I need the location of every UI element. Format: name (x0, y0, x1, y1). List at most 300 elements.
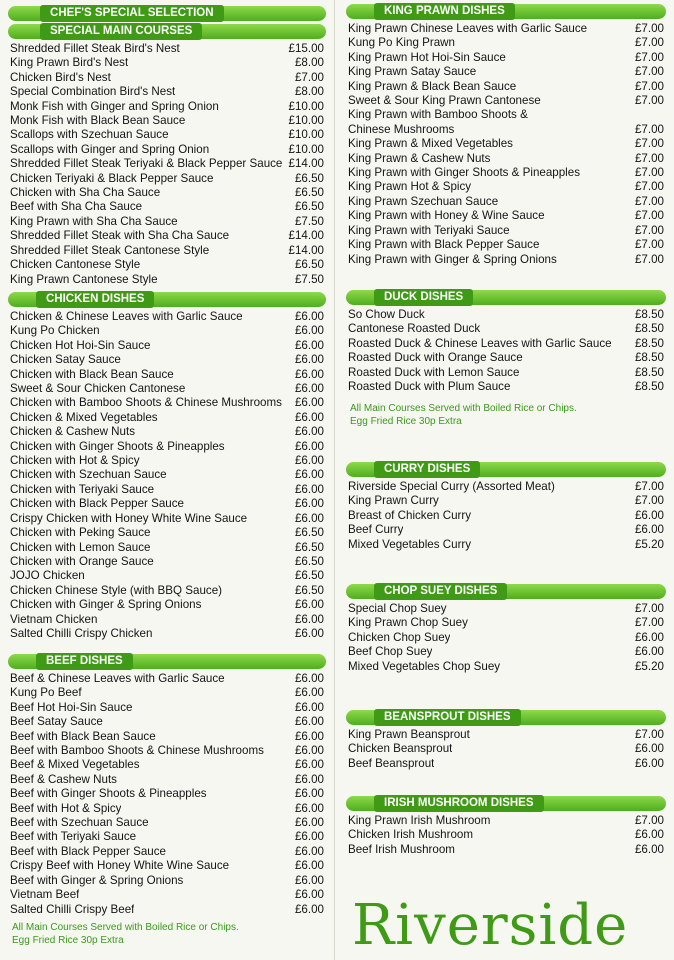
menu-item-name: Roasted Duck with Plum Sauce (348, 380, 511, 394)
menu-item-name: Special Chop Suey (348, 602, 447, 615)
curry-title: CURRY DISHES (374, 461, 480, 478)
menu-item-name: Shredded Fillet Steak Teriyaki & Black Pepper Sauce (10, 157, 283, 171)
menu-item-name: Chicken & Mixed Vegetables (10, 410, 158, 424)
curry-section (346, 462, 666, 552)
menu-item (348, 36, 664, 50)
menu-item-name: Chicken Bird's Nest (10, 70, 111, 84)
menu-item-price: £7.00 (634, 65, 664, 79)
menu-item (10, 172, 324, 186)
menu-item-name: Beef with Hot & Spicy (10, 801, 122, 815)
menu-item (10, 773, 324, 787)
menu-item-price: £7.00 (634, 79, 664, 93)
menu-item (10, 598, 324, 612)
chop-suey-banner (346, 584, 666, 599)
riverside-logo: Riverside (352, 893, 629, 958)
menu-item-name: Beef with Black Bean Sauce (10, 729, 156, 743)
menu-item (10, 802, 324, 816)
duck-note-line1: All Main Courses Served with Boiled Rice or Chips. (350, 403, 577, 415)
menu-item-name: Roasted Duck with Lemon Sauce (348, 365, 520, 379)
menu-item-price: £7.00 (634, 180, 664, 194)
menu-item-name: Special Combination Bird's Nest (10, 85, 176, 99)
menu-item-name: King Prawn with Bamboo Shoots & (348, 108, 528, 122)
menu-item-price: £10.00 (288, 142, 324, 156)
menu-item (348, 728, 664, 742)
menu-item-price: £8.50 (634, 322, 664, 336)
menu-item-name: Chicken with Bamboo Shoots & Chinese Mushrooms (10, 396, 282, 410)
menu-item-price: £8.00 (294, 56, 324, 70)
menu-item (10, 100, 324, 114)
menu-item-name: Chicken Cantonese Style (10, 258, 141, 272)
menu-item-name: King Prawn Hot Hoi-Sin Sauce (348, 50, 506, 64)
irish-mushroom-list (346, 814, 666, 857)
chicken-title: CHICKEN DISHES (36, 291, 154, 308)
menu-item-price: £7.00 (634, 137, 664, 151)
menu-item-price: £7.00 (634, 238, 664, 252)
irish-mushroom-section (346, 796, 666, 857)
menu-item-name: Chicken Irish Mushroom (348, 828, 473, 842)
menu-item-name: King Prawn Chinese Leaves with Garlic Sauce (348, 22, 588, 35)
menu-item (10, 215, 324, 229)
chefs-special-list (8, 42, 326, 287)
menu-item (10, 244, 324, 258)
menu-item-name: Chicken with Hot & Spicy (10, 454, 140, 468)
menu-item-price: £5.20 (634, 537, 664, 551)
menu-item-price: £6.50 (294, 171, 324, 185)
menu-item (348, 152, 664, 166)
menu-item-price: £6.50 (294, 569, 324, 583)
menu-item (348, 322, 664, 336)
menu-item-price: £6.50 (294, 258, 324, 272)
menu-item-price: £7.00 (634, 814, 664, 827)
menu-item-price: £6.50 (294, 583, 324, 597)
chefs-special-banner (8, 6, 326, 21)
menu-item-name: Salted Chilli Crispy Chicken (10, 626, 153, 640)
menu-item-name: King Prawn Beansprout (348, 728, 470, 741)
menu-item-name: Crispy Beef with Honey White Wine Sauce (10, 859, 230, 873)
menu-item (348, 224, 664, 238)
menu-item-price: £6.00 (294, 801, 324, 815)
menu-item (10, 701, 324, 715)
menu-item-price: £6.00 (294, 310, 324, 323)
menu-item-price: £6.00 (294, 686, 324, 700)
menu-item-price: £6.00 (294, 715, 324, 729)
menu-item-name: Chicken with Black Pepper Sauce (10, 497, 184, 511)
menu-item-price: £7.00 (634, 223, 664, 237)
menu-item-name: Beef & Chinese Leaves with Garlic Sauce (10, 672, 225, 685)
menu-item-price: £7.00 (634, 50, 664, 64)
menu-item-name: Chicken Chop Suey (348, 630, 451, 644)
menu-item (10, 526, 324, 540)
menu-item (10, 715, 324, 729)
menu-item-price: £8.50 (634, 351, 664, 365)
menu-item-name: Cantonese Roasted Duck (348, 322, 481, 336)
menu-item-name: Beef with Bamboo Shoots & Chinese Mushrooms (10, 744, 264, 758)
menu-item-price: £10.00 (288, 99, 324, 113)
menu-item (10, 425, 324, 439)
king-prawn-banner (346, 4, 666, 19)
menu-item (348, 380, 664, 394)
menu-item (10, 874, 324, 888)
menu-item (10, 157, 324, 171)
menu-item-price: £7.00 (634, 209, 664, 223)
menu-item (348, 814, 664, 828)
chop-suey-list (346, 602, 666, 674)
menu-item-name: Beef Satay Sauce (10, 715, 103, 729)
column-divider (334, 0, 335, 960)
menu-item (10, 353, 324, 367)
menu-item (10, 382, 324, 396)
menu-item-name: Shredded Fillet Steak with Sha Cha Sauce (10, 229, 230, 243)
menu-item-price: £6.00 (294, 626, 324, 640)
menu-item (10, 627, 324, 641)
menu-item (10, 42, 324, 56)
menu-item (348, 253, 664, 267)
menu-item-name: So Chow Duck (348, 308, 425, 321)
menu-item-price: £14.00 (288, 157, 324, 171)
beef-section (8, 654, 326, 947)
special-main-courses-banner (8, 24, 326, 39)
menu-item (348, 209, 664, 223)
duck-section (346, 290, 666, 428)
menu-item-price: £7.00 (634, 194, 664, 208)
menu-item-price: £14.00 (288, 243, 324, 257)
menu-item-price: £8.50 (634, 380, 664, 394)
menu-item-name: Beef Beansprout (348, 756, 435, 770)
menu-item (10, 816, 324, 830)
menu-item-price: £6.00 (294, 367, 324, 381)
menu-item-price: £8.00 (294, 85, 324, 99)
menu-item (348, 351, 664, 365)
menu-item (348, 843, 664, 857)
menu-item (10, 541, 324, 555)
menu-item (348, 645, 664, 659)
menu-item-price: £6.00 (294, 672, 324, 685)
menu-item-price: £6.00 (294, 888, 324, 902)
menu-item-price: £6.00 (294, 787, 324, 801)
menu-item-price: £6.00 (294, 511, 324, 525)
menu-item (10, 758, 324, 772)
menu-item (348, 616, 664, 630)
menu-item (348, 180, 664, 194)
menu-item-name: King Prawn Bird's Nest (10, 56, 129, 70)
menu-item (348, 108, 664, 122)
menu-item-name: Shredded Fillet Steak Cantonese Style (10, 243, 210, 257)
menu-item-price: £7.00 (634, 94, 664, 108)
menu-item-price: £6.00 (634, 742, 664, 756)
menu-item-name: Chicken & Chinese Leaves with Garlic Sauce (10, 310, 243, 323)
menu-item-name: Mixed Vegetables Chop Suey (348, 659, 501, 673)
menu-item (348, 337, 664, 351)
menu-item-name: Chicken with Teriyaki Sauce (10, 482, 155, 496)
beef-rice-note (8, 921, 326, 947)
menu-item (10, 730, 324, 744)
menu-item-name: King Prawn with Black Pepper Sauce (348, 238, 540, 252)
menu-item (10, 143, 324, 157)
menu-item (348, 742, 664, 756)
menu-item (10, 512, 324, 526)
chicken-list (8, 310, 326, 641)
menu-item (10, 686, 324, 700)
menu-item-name: Beef Irish Mushroom (348, 842, 455, 856)
menu-item-name: Chicken Chinese Style (with BBQ Sauce) (10, 583, 222, 597)
menu-item-price: £10.00 (288, 128, 324, 142)
menu-item-price: £6.00 (294, 410, 324, 424)
menu-item-name: Chinese Mushrooms (348, 122, 455, 136)
curry-list (346, 480, 666, 552)
menu-item (348, 494, 664, 508)
menu-item-price: £8.50 (634, 308, 664, 321)
menu-item-price: £6.00 (294, 353, 324, 367)
menu-item-price: £6.00 (294, 700, 324, 714)
menu-item-price: £6.00 (634, 842, 664, 856)
menu-item-name: Monk Fish with Ginger and Spring Onion (10, 99, 219, 113)
menu-item-price: £8.50 (634, 365, 664, 379)
menu-item-name: Chicken with Szechuan Sauce (10, 468, 167, 482)
menu-item-price: £6.00 (294, 816, 324, 830)
menu-item-name: Beef Hot Hoi-Sin Sauce (10, 700, 133, 714)
chefs-special-section (8, 6, 326, 287)
menu-item-name: King Prawn Chop Suey (348, 616, 468, 630)
duck-banner (346, 290, 666, 305)
menu-item-name: Monk Fish with Black Bean Sauce (10, 114, 186, 128)
duck-title: DUCK DISHES (374, 289, 473, 306)
menu-item-name: Chicken Beansprout (348, 742, 453, 756)
menu-item-price: £6.50 (294, 540, 324, 554)
menu-item-name: Chicken with Lemon Sauce (10, 540, 151, 554)
curry-banner (346, 462, 666, 477)
menu-item (348, 602, 664, 616)
menu-item-name: JOJO Chicken (10, 569, 85, 583)
menu-item-name: Chicken Hot Hoi-Sin Sauce (10, 338, 151, 352)
menu-item (10, 845, 324, 859)
menu-item (10, 339, 324, 353)
menu-item-price: £6.00 (294, 497, 324, 511)
menu-item-name: Chicken & Cashew Nuts (10, 425, 136, 439)
menu-item-name: Beef with Sha Cha Sauce (10, 200, 143, 214)
chicken-section (8, 292, 326, 641)
chicken-banner (8, 292, 326, 307)
beef-banner (8, 654, 326, 669)
menu-item-price: £7.00 (634, 602, 664, 615)
menu-item-price: £6.50 (294, 200, 324, 214)
menu-item-name: King Prawn & Mixed Vegetables (348, 137, 513, 151)
beansprout-section (346, 710, 666, 771)
menu-item-name: Beef Chop Suey (348, 645, 433, 659)
menu-item (10, 440, 324, 454)
beansprout-list (346, 728, 666, 771)
menu-item-name: Kung Po King Prawn (348, 36, 455, 50)
menu-item (10, 310, 324, 324)
menu-item (10, 497, 324, 511)
menu-item-price: £6.00 (294, 396, 324, 410)
menu-item-price: £7.00 (634, 480, 664, 493)
menu-item-name: Roasted Duck with Orange Sauce (348, 351, 523, 365)
menu-item (348, 631, 664, 645)
menu-item (10, 128, 324, 142)
menu-item-price: £7.50 (294, 272, 324, 286)
menu-item-price: £6.00 (634, 828, 664, 842)
menu-item-price: £7.00 (294, 70, 324, 84)
menu-item (10, 368, 324, 382)
menu-item-price: £7.00 (634, 151, 664, 165)
menu-item-name: King Prawn Irish Mushroom (348, 814, 491, 827)
duck-list (346, 308, 666, 394)
menu-item-price: £6.50 (294, 554, 324, 568)
menu-item-name: Shredded Fillet Steak Bird's Nest (10, 42, 180, 55)
menu-item-name: Kung Po Beef (10, 686, 82, 700)
menu-item (10, 744, 324, 758)
menu-item-name: Chicken Satay Sauce (10, 353, 121, 367)
menu-item-name: Beef with Ginger Shoots & Pineapples (10, 787, 207, 801)
menu-item-price: £7.50 (294, 214, 324, 228)
irish-mushroom-title: IRISH MUSHROOM DISHES (374, 795, 544, 812)
king-prawn-section (346, 4, 666, 267)
menu-item-name: Chicken with Sha Cha Sauce (10, 186, 161, 200)
menu-item-name: Riverside Special Curry (Assorted Meat) (348, 480, 555, 493)
menu-item-price: £7.00 (634, 494, 664, 508)
menu-item (348, 366, 664, 380)
menu-item-price: £6.00 (294, 844, 324, 858)
menu-item-price: £6.00 (294, 612, 324, 626)
menu-item-name: King Prawn with Ginger & Spring Onions (348, 252, 557, 266)
rice-note-line2: Egg Fried Rice 30p Extra (12, 934, 124, 946)
menu-item (10, 555, 324, 569)
king-prawn-title: KING PRAWN DISHES (374, 3, 515, 20)
menu-item (348, 137, 664, 151)
menu-item (10, 411, 324, 425)
menu-item-name: King Prawn Cantonese Style (10, 272, 158, 286)
menu-item-price: £7.00 (634, 252, 664, 266)
menu-item-name: Salted Chilli Crispy Beef (10, 902, 135, 916)
menu-item (10, 888, 324, 902)
king-prawn-list (346, 22, 666, 267)
special-main-courses-title: SPECIAL MAIN COURSES (40, 23, 202, 40)
menu-item-name: King Prawn Satay Sauce (348, 65, 477, 79)
menu-item-name: Beef with Szechuan Sauce (10, 816, 149, 830)
menu-item (10, 396, 324, 410)
menu-item-name: King Prawn Curry (348, 494, 439, 508)
menu-item-price: £6.50 (294, 526, 324, 540)
menu-item-name: Vietnam Beef (10, 888, 80, 902)
menu-item-name: Chicken with Orange Sauce (10, 554, 154, 568)
menu-item-price: £6.00 (294, 859, 324, 873)
menu-item (10, 324, 324, 338)
menu-item-name: Crispy Chicken with Honey White Wine Sauce (10, 511, 248, 525)
menu-item-price: £8.50 (634, 336, 664, 350)
duck-note-line2: Egg Fried Rice 30p Extra (350, 416, 462, 428)
menu-item-price: £7.00 (634, 616, 664, 630)
menu-item-name: Chicken with Ginger Shoots & Pineapples (10, 439, 225, 453)
menu-item (348, 80, 664, 94)
menu-item-name: King Prawn with Honey & Wine Sauce (348, 209, 545, 223)
chop-suey-section (346, 584, 666, 674)
menu-item (10, 569, 324, 583)
menu-item-name: Scallops with Ginger and Spring Onion (10, 142, 210, 156)
menu-item (348, 660, 664, 674)
menu-item-price: £6.00 (294, 482, 324, 496)
menu-item-name: Mixed Vegetables Curry (348, 537, 472, 551)
menu-item (10, 258, 324, 272)
menu-item (10, 584, 324, 598)
menu-item (348, 538, 664, 552)
menu-item-price: £6.00 (294, 468, 324, 482)
menu-item-price: £6.00 (294, 382, 324, 396)
menu-item (10, 613, 324, 627)
menu-item-price: £6.00 (294, 425, 324, 439)
menu-item (10, 483, 324, 497)
menu-item-name: Breast of Chicken Curry (348, 508, 472, 522)
menu-item (348, 757, 664, 771)
menu-item (348, 94, 664, 108)
menu-item (348, 523, 664, 537)
duck-rice-note (346, 402, 666, 428)
menu-item (10, 454, 324, 468)
chefs-special-title: CHEF'S SPECIAL SELECTION (40, 5, 224, 22)
menu-item (10, 672, 324, 686)
right-column (346, 0, 666, 960)
menu-item-name: King Prawn Szechuan Sauce (348, 194, 499, 208)
menu-item-name: Beef & Mixed Vegetables (10, 758, 140, 772)
menu-item-name: King Prawn with Ginger Shoots & Pineapples (348, 166, 581, 180)
menu-item-price: £6.00 (294, 454, 324, 468)
beansprout-banner (346, 710, 666, 725)
menu-item (348, 65, 664, 79)
menu-item (10, 903, 324, 917)
menu-item-name: Roasted Duck & Chinese Leaves with Garlic Sauce (348, 336, 612, 350)
menu-item-name: Beef with Black Pepper Sauce (10, 844, 166, 858)
menu-item-price: £6.00 (634, 508, 664, 522)
menu-item-price: £10.00 (288, 114, 324, 128)
menu-item-price: £6.00 (294, 873, 324, 887)
chop-suey-title: CHOP SUEY DISHES (374, 583, 507, 600)
menu-item (10, 468, 324, 482)
menu-item-price: £7.00 (634, 122, 664, 136)
menu-item (10, 229, 324, 243)
beef-title: BEEF DISHES (36, 653, 133, 670)
menu-item (10, 830, 324, 844)
menu-item (10, 859, 324, 873)
menu-item-price: £6.00 (634, 645, 664, 659)
menu-item-price: £15.00 (288, 42, 324, 55)
menu-item-price: £7.00 (634, 22, 664, 35)
menu-item (348, 828, 664, 842)
menu-item-price: £6.00 (294, 729, 324, 743)
menu-item-name: Vietnam Chicken (10, 612, 98, 626)
menu-item (348, 238, 664, 252)
menu-item (348, 509, 664, 523)
menu-item-price: £14.00 (288, 229, 324, 243)
menu-item-name: Scallops with Szechuan Sauce (10, 128, 169, 142)
menu-item (10, 71, 324, 85)
menu-item-price: £6.00 (294, 598, 324, 612)
menu-item-price: £6.00 (294, 902, 324, 916)
menu-item (348, 22, 664, 36)
irish-mushroom-banner (346, 796, 666, 811)
menu-item (10, 273, 324, 287)
menu-item (10, 200, 324, 214)
beansprout-title: BEANSPROUT DISHES (374, 709, 521, 726)
menu-item (348, 51, 664, 65)
menu-item-name: Beef & Cashew Nuts (10, 772, 117, 786)
menu-item-price: £6.00 (634, 523, 664, 537)
menu-item-price: £6.00 (294, 830, 324, 844)
menu-item-name: Chicken with Peking Sauce (10, 526, 151, 540)
menu-item-name: King Prawn with Sha Cha Sauce (10, 214, 178, 228)
left-column (8, 0, 326, 960)
menu-item-price: £6.50 (294, 186, 324, 200)
menu-item-price: £6.00 (294, 324, 324, 338)
menu-item (348, 480, 664, 494)
